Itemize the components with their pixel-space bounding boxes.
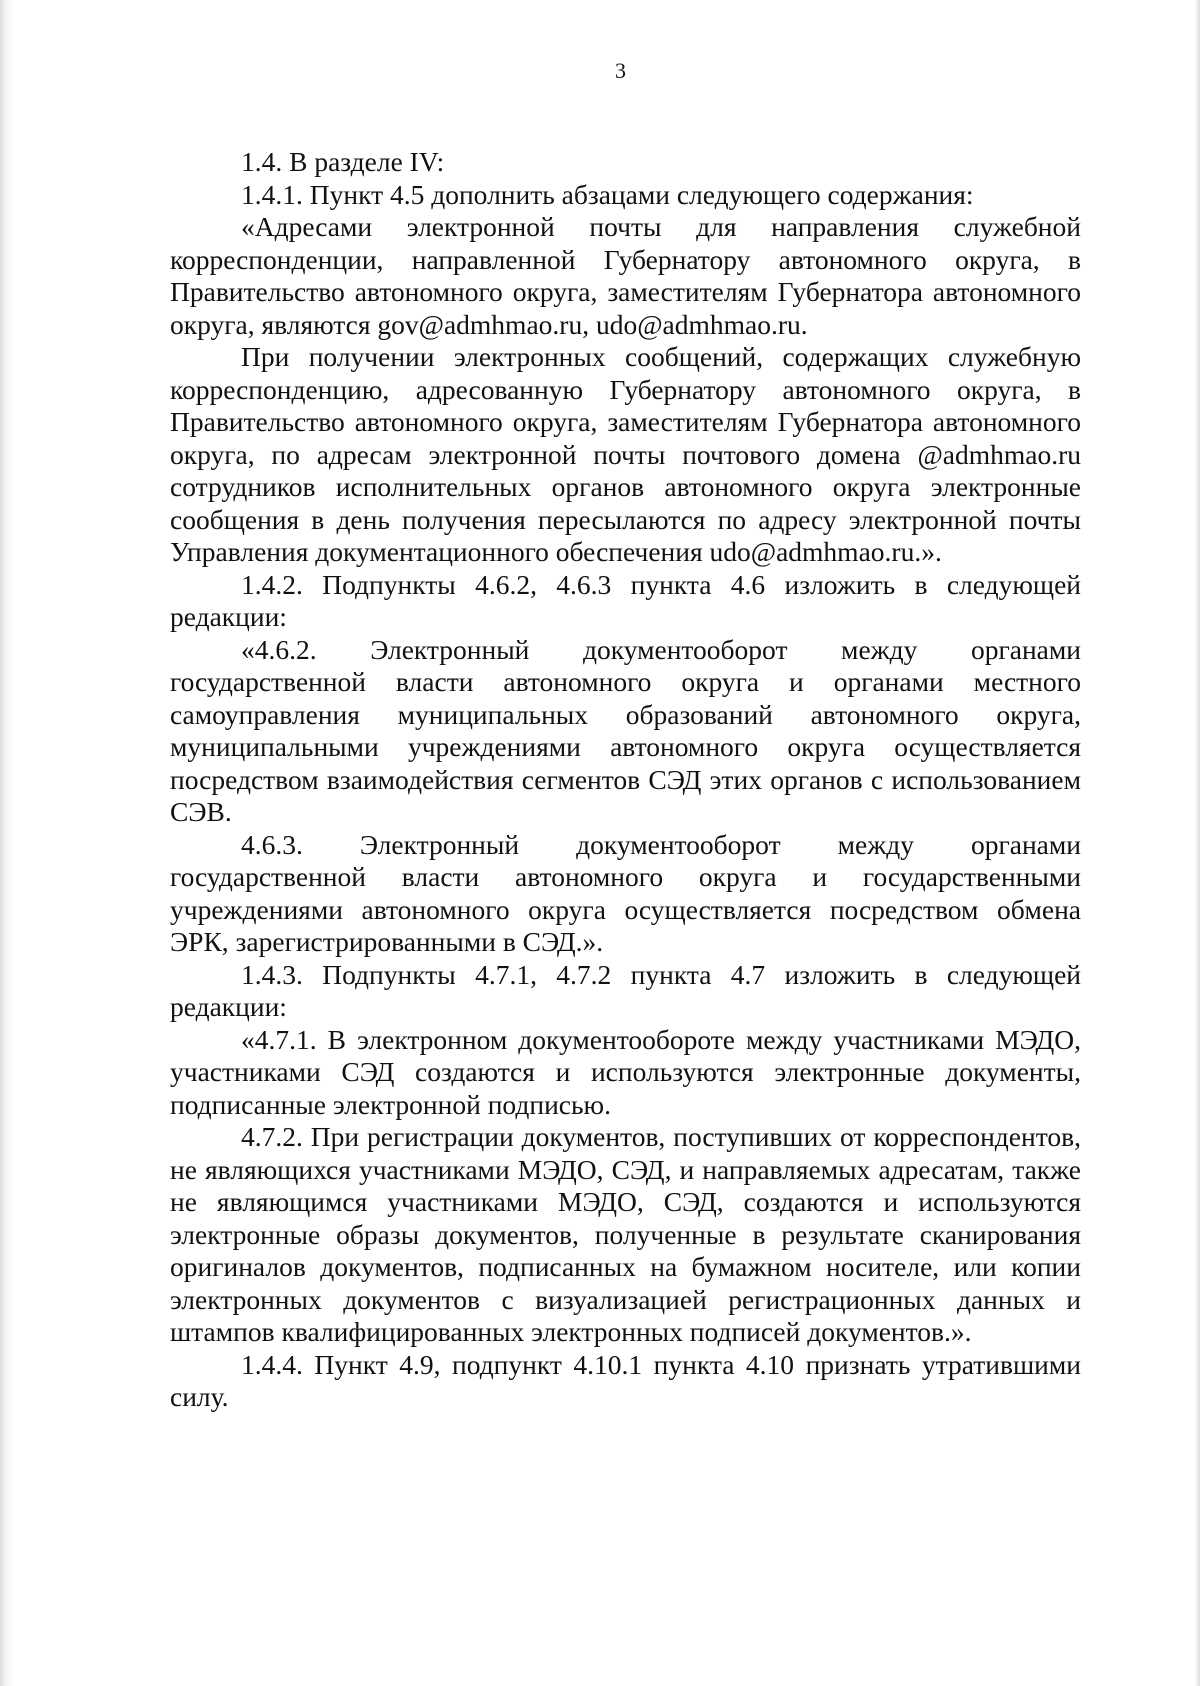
paragraph-1-4-4: 1.4.4. Пункт 4.9, подпункт 4.10.1 пункта 4.10 признать утратившими силу. <box>170 1348 1081 1412</box>
paragraph-4-7-2: 4.7.2. При регистрации документов, поступивших от корреспондентов, не являющихся участниками МЭДО, СЭД, и направляемых адресатам, также не являющимся участниками МЭДО, СЭД, создаются и используются электронные образы документов, полученные в результате сканирования оригиналов документов, подписанных на бумажном носителе, или копии электронных документов с визуализацией регистрационных данных и штампов квалифицированных электронных подписей документов.». <box>170 1121 1081 1347</box>
paragraph-4-6-3: 4.6.3. Электронный документооборот между органами государственной власти автономного округа и государственными учреждениями автономного округа осуществляется посредством обмена ЭРК, зарегистрированными в СЭД.». <box>170 828 1081 957</box>
document-page <box>170 56 1081 1414</box>
page-number: 3 <box>615 58 626 83</box>
paragraph-section-heading: 1.4. В разделе IV: <box>241 146 445 177</box>
paragraph-4-7-1: «4.7.1. В электронном документообороте между участниками МЭДО, участниками СЭД создаются и используются электронные документы, подписанные электронной подписью. <box>170 1023 1081 1120</box>
paragraph-1-4-1: 1.4.1. Пункт 4.5 дополнить абзацами следующего содержания: <box>241 178 974 210</box>
paragraph-4-6-2: «4.6.2. Электронный документооборот между органами государственной власти автономного округа и органами местного самоуправления муниципальных образований автономного округа, муниципальными учреждениями автономного округа осуществляется посредством взаимодействия сегментов СЭД этих органов с использованием СЭВ. <box>170 633 1081 827</box>
paragraph-1-4-2: 1.4.2. Подпункты 4.6.2, 4.6.3 пункта 4.6 изложить в следующей редакции: <box>170 568 1081 632</box>
paragraph-email-addresses: «Адресами электронной почты для направления служебной корреспонденции, направленной Губернатору автономного округа, в Правительство автономного округа, заместителям Губернатора автономного округа, являются gov@admhmao.ru, udo@admhmao.ru. <box>170 211 1081 340</box>
paragraph-1-4-3: 1.4.3. Подпункты 4.7.1, 4.7.2 пункта 4.7 изложить в следующей редакции: <box>170 958 1081 1022</box>
paragraph-email-forwarding: При получении электронных сообщений, содержащих служебную корреспонденцию, адресованную Губернатору автономного округа, в Правительство автономного округа, заместителям Губернатора автономного округа, по адресам электронной почты почтового домена @admhmao.ru сотрудников исполнительных органов автономного округа электронные сообщения в день получения пересылаются по адресу электронной почты Управления документационного обеспечения udo@admhmao.ru.». <box>170 341 1081 567</box>
scan-edge-left <box>0 0 14 1686</box>
scan-edge-right <box>1194 0 1200 1686</box>
